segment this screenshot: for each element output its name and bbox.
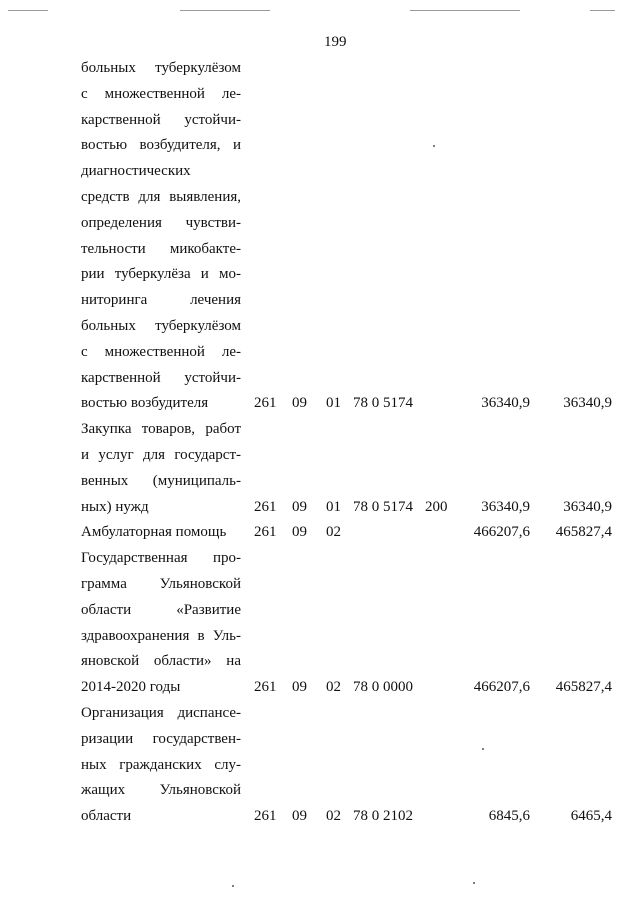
table-row [0,56,640,417]
description-line: грамма Ульяновской [81,575,241,592]
description-line: области [81,808,132,825]
page-number: 199 [324,34,347,50]
scan-speck [473,882,475,884]
description-line: ниторинга лечения [81,292,241,309]
amount-year1-cell: 36340,9 [481,395,530,412]
description-line: здравоохранения в Уль- [81,627,241,644]
expense-type-cell: 200 [425,498,448,515]
scan-speck [482,748,484,750]
table-row [0,546,640,701]
row-description [81,701,241,830]
description-line: ризации государствен- [81,730,241,747]
description-line: жащих Ульяновской [81,782,241,799]
description-line: Закупка товаров, работ [81,421,241,438]
admin-code-cell: 261 [254,498,277,515]
description-line: 2014-2020 годы [81,679,181,696]
description-line: средств для выявления, [81,188,241,205]
description-line: востью возбудителя, и [81,137,241,154]
description-line: области «Развитие [81,601,241,618]
section-code-cell: 09 [292,808,307,825]
subsection-code-cell: 02 [326,808,341,825]
subsection-code-cell: 01 [326,498,341,515]
amount-year1-cell: 36340,9 [481,498,530,515]
section-code-cell: 09 [292,679,307,696]
description-line: венных (муниципаль- [81,472,241,489]
description-line: рии туберкулёза и мо- [81,266,241,283]
description-line: Амбулаторная помощь [81,524,227,541]
admin-code-cell: 261 [254,679,277,696]
subsection-code-cell: 02 [326,679,341,696]
scan-edge-mark [180,10,270,11]
amount-year1-cell: 6845,6 [488,808,530,825]
description-line: карственной устойчи- [81,369,241,386]
target-article-cell: 78 0 0000 [353,679,413,696]
description-line: Государственная про- [81,550,241,567]
description-line: тельности микобакте- [81,240,241,257]
amount-year2-cell: 6465,4 [570,808,612,825]
section-code-cell: 09 [292,395,307,412]
amount-year2-cell: 36340,9 [563,395,612,412]
description-line: и услуг для государст- [81,446,241,463]
row-description [81,417,241,520]
subsection-code-cell: 01 [326,395,341,412]
description-line: больных туберкулёзом [81,317,241,334]
row-description [81,546,241,701]
table-row [0,417,640,520]
table-row [0,520,640,546]
target-article-cell: 78 0 2102 [353,808,413,825]
description-line: яновской области» на [81,653,241,670]
scan-edge-mark [410,10,520,11]
description-line: карственной устойчи- [81,111,241,128]
description-line: с множественной ле- [81,85,241,102]
scan-speck [433,145,435,147]
description-line: определения чувстви- [81,214,241,231]
subsection-code-cell: 02 [326,524,341,541]
description-line: больных туберкулёзом [81,60,241,76]
section-code-cell: 09 [292,524,307,541]
description-line: Организация диспансе- [81,705,241,721]
amount-year2-cell: 465827,4 [555,679,612,696]
scan-edge-mark [590,10,615,11]
row-description [81,520,241,546]
admin-code-cell: 261 [254,808,277,825]
amount-year2-cell: 36340,9 [563,498,612,515]
description-line: ных) нужд [81,498,149,515]
table-row [0,701,640,830]
amount-year1-cell: 466207,6 [473,524,530,541]
admin-code-cell: 261 [254,524,277,541]
amount-year2-cell: 465827,4 [555,524,612,541]
row-description [81,56,241,417]
description-line: диагностических [81,163,191,180]
section-code-cell: 09 [292,498,307,515]
description-line: с множественной ле- [81,343,241,360]
admin-code-cell: 261 [254,395,277,412]
scan-speck [232,885,234,887]
amount-year1-cell: 466207,6 [473,679,530,696]
target-article-cell: 78 0 5174 [353,395,413,412]
description-line: ных гражданских слу- [81,756,241,773]
scan-edge-mark [8,10,48,11]
description-line: востью возбудителя [81,395,209,412]
target-article-cell: 78 0 5174 [353,498,413,515]
